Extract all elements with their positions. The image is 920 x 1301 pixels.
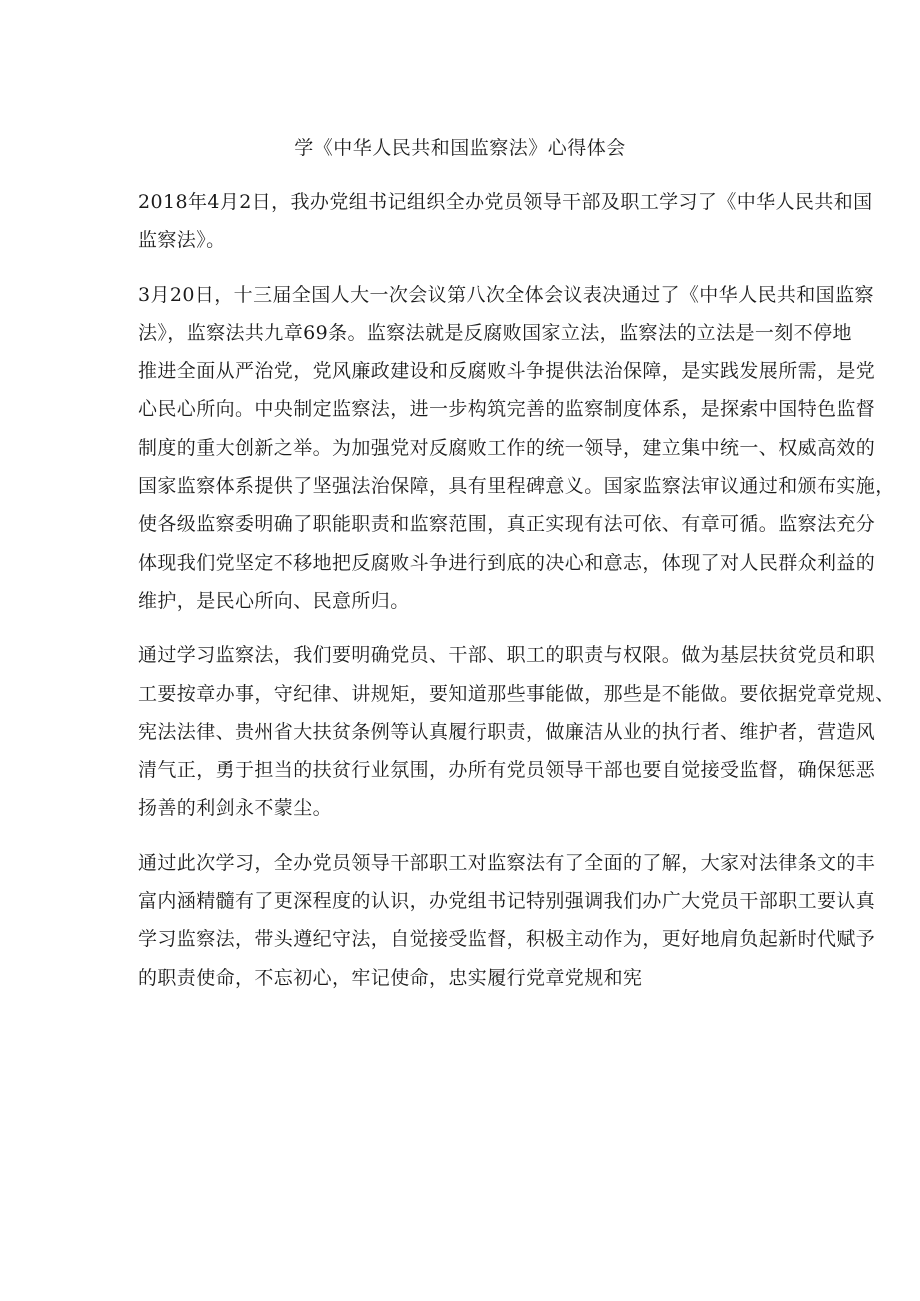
- text-line: 的职责使命，不忘初心，牢记使命，忠实履行党章党规和宪: [138, 966, 643, 989]
- document-body: [138, 183, 895, 1013]
- text-line: 监察法》。: [138, 229, 226, 252]
- text-line: 宪法法律、贵州省大扶贫条例等认真履行职责，做廉洁从业的执行者、维护者，营造风: [138, 720, 876, 743]
- text-line: 制度的重大创新之举。为加强党对反腐败工作的统一领导，建立集中统一、权威高效的: [138, 436, 876, 459]
- text-line: 推进全面从严治党，党风廉政建设和反腐败斗争提供法治保障，是实践发展所需，是党: [138, 360, 876, 383]
- paragraph-4: [138, 844, 876, 997]
- text-line: 3月20日，十三届全国人大一次会议第八次全体会议表决通过了《中华人民共和国监察: [138, 283, 874, 306]
- text-line: 体现我们党坚定不移地把反腐败斗争进行到底的决心和意志，体现了对人民群众利益的: [138, 551, 876, 574]
- text-line: 使各级监察委明确了职能职责和监察范围，真正实现有法可依、有章可循。监察法充分: [138, 513, 876, 536]
- text-line: 学习监察法，带头遵纪守法，自觉接受监督，积极主动作为，更好地肩负起新时代赋予: [138, 928, 876, 951]
- text-line: 扬善的利剑永不蒙尘。: [138, 797, 333, 820]
- text-line: 清气正，勇于担当的扶贫行业氛围，办所有党员领导干部也要自觉接受监督，确保惩恶: [138, 759, 876, 782]
- text-line: 法》，监察法共九章69条。监察法就是反腐败国家立法，监察法的立法是一刻不停地: [138, 321, 852, 344]
- text-line: 工要按章办事，守纪律、讲规矩，要知道那些事能做，那些是不能做。要依据党章党规、: [138, 682, 895, 705]
- text-line: 通过学习监察法，我们要明确党员、干部、职工的职责与权限。做为基层扶贫党员和职: [138, 644, 876, 667]
- paragraph-2: [138, 276, 895, 621]
- paragraph-1: [138, 183, 873, 260]
- paragraph-3: [138, 636, 895, 827]
- text-line: 2018年4月2日，我办党组书记组织全办党员领导干部及职工学习了《中华人民共和国: [138, 191, 873, 213]
- text-line: 心民心所向。中央制定监察法，进一步构筑完善的监察制度体系，是探索中国特色监督: [138, 398, 876, 421]
- text-line: 维护，是民心所向、民意所归。: [138, 589, 410, 612]
- document-title: 学《中华人民共和国监察法》心得体会: [294, 137, 626, 159]
- text-line: 富内涵精髓有了更深程度的认识，办党组书记特别强调我们办广大党员干部职工要认真: [138, 890, 876, 913]
- text-line: 通过此次学习，全办党员领导干部职工对监察法有了全面的了解，大家对法律条文的丰: [138, 851, 876, 874]
- text-line: 国家监察体系提供了坚强法治保障，具有里程碑意义。国家监察法审议通过和颁布实施，: [138, 475, 895, 498]
